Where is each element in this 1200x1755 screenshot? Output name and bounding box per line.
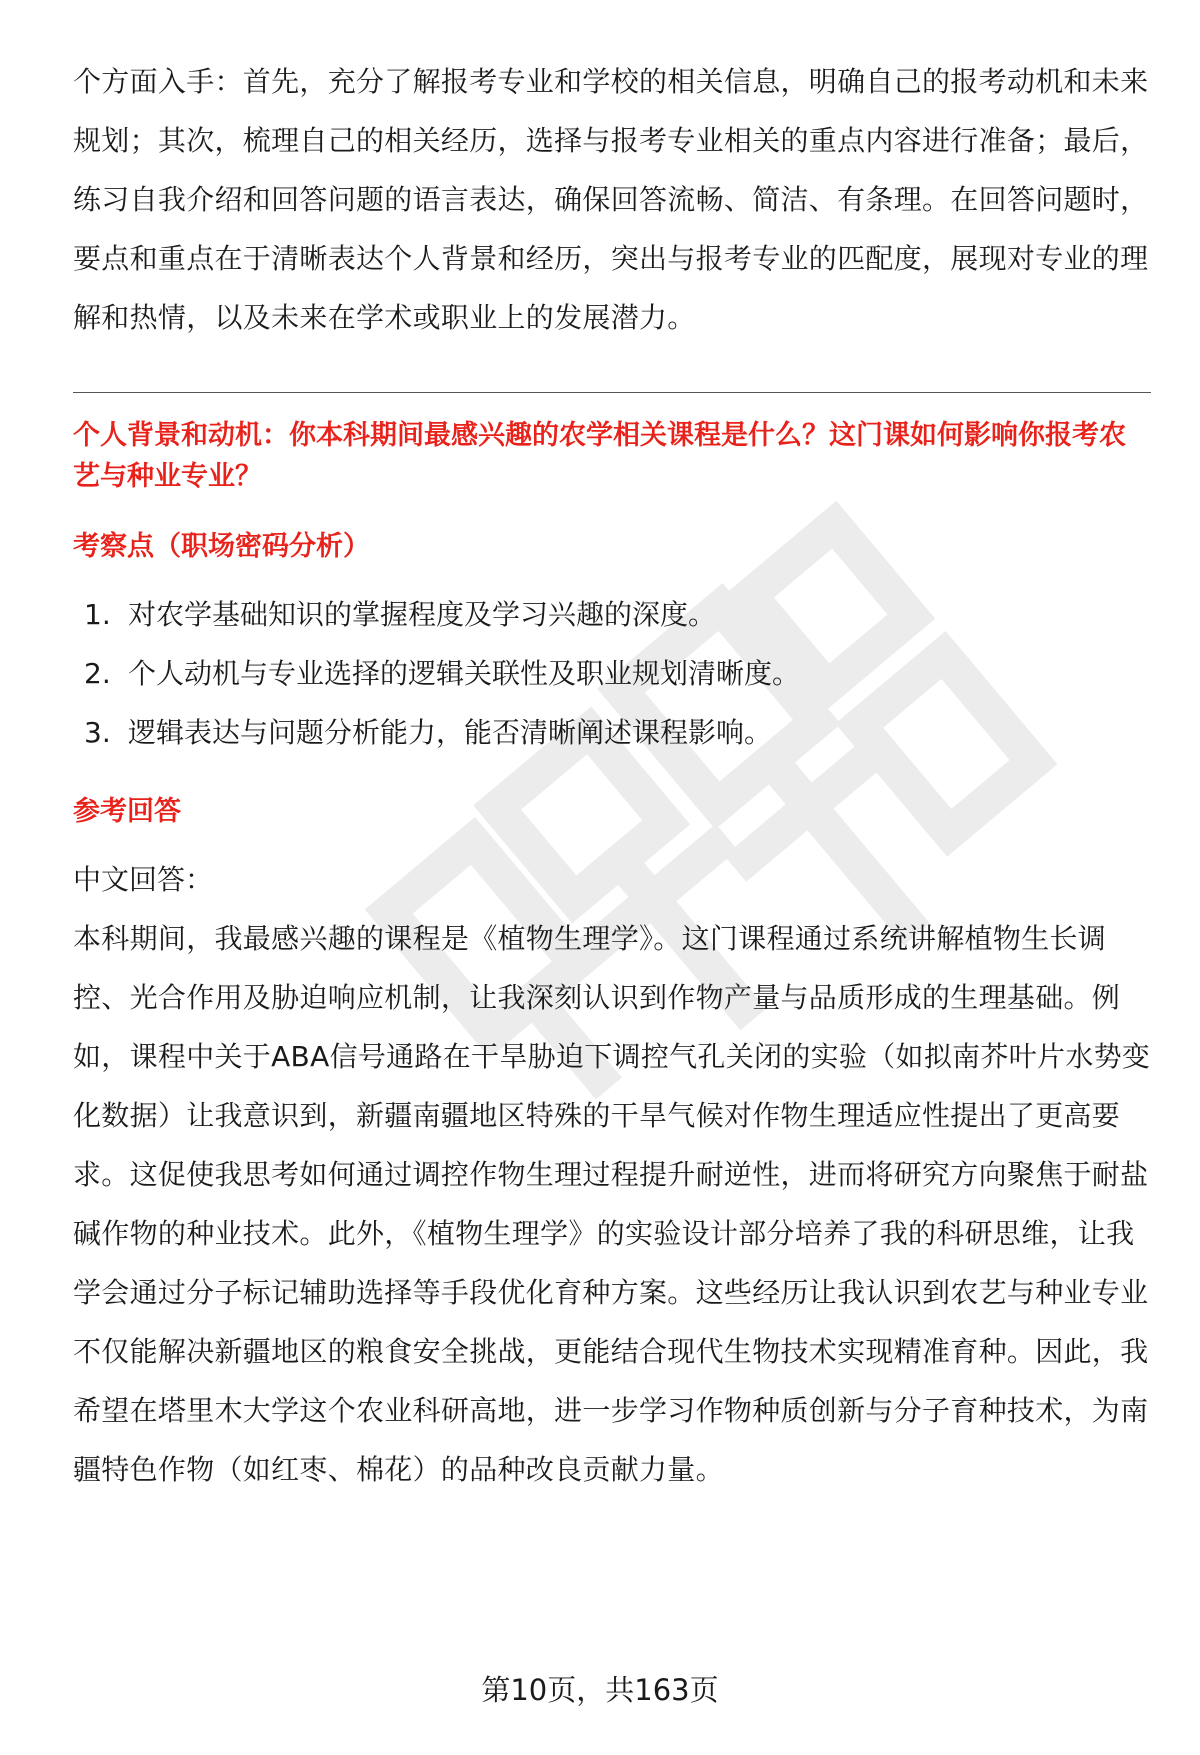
answer-body: 本科期间，我最感兴趣的课程是《植物生理学》。这门课程通过系统讲解植物生长调控、光合作用及胁迫响应机制，让我深刻认识到作物产量与品质形成的生理基础。例如，课程中关于ABA信号通路在干旱胁迫下调控气孔关闭的实验（如拟南芥叶片水势变化数据）让我意识到，新疆南疆地区特殊的干旱气候对作物生理适应性提出了更高要求。这促使我思考如何通过调控作物生理过程提升耐逆性，进而将研究方向聚焦于耐盐碱作物的种业技术。此外，《植物生理学》的实验设计部分培养了我的科研思维，让我学会通过分子标记辅助选择等手段优化育种方案。这些经历让我认识到农艺与种业专业不仅能解决新疆地区的粮食安全挑战，更能结合现代生物技术实现精准育种。因此，我希望在塔里木大学这个农业科研高地，进一步学习作物种质创新与分子育种技术，为南疆特色作物（如红枣、棉花）的品种改良贡献力量。 [73,922,1151,1486]
list-item-number: 2. [84,657,111,690]
reference-answer [73,850,1151,1499]
reference-answer-heading: 参考回答 [73,796,181,827]
assessment-heading: 考察点（职场密码分析） [73,531,370,562]
answer-language-label: 中文回答： [73,863,214,896]
list-item [84,644,1151,703]
list-item-text: 个人动机与专业选择的逻辑关联性及职业规划清晰度。 [128,657,801,690]
list-item-number: 1. [84,598,111,631]
list-item-text: 逻辑表达与问题分析能力，能否清晰阐述课程影响。 [128,716,773,749]
page-number-footer: 第10页，共163页 [481,1673,719,1707]
interview-question: 个人背景和动机：你本科期间最感兴趣的农学相关课程是什么？这门课如何影响你报考农艺与种业专业？ [73,420,1126,492]
section-divider [73,392,1151,393]
list-item [84,703,1151,762]
list-item-number: 3. [84,716,111,749]
assessment-points-list [73,585,1151,762]
list-item-text: 对农学基础知识的掌握程度及学习兴趣的深度。 [128,598,717,631]
intro-paragraph: 个方面入手：首先，充分了解报考专业和学校的相关信息，明确自己的报考动机和未来规划；其次，梳理自己的相关经历，选择与报考专业相关的重点内容进行准备；最后，练习自我介绍和回答问题的语言表达，确保回答流畅、简洁、有条理。在回答问题时，要点和重点在于清晰表达个人背景和经历，突出与报考专业的匹配度，展现对专业的理解和热情，以及未来在学术或职业上的发展潜力。 [73,65,1149,334]
list-item [84,585,1151,644]
document-page [73,52,1151,1499]
